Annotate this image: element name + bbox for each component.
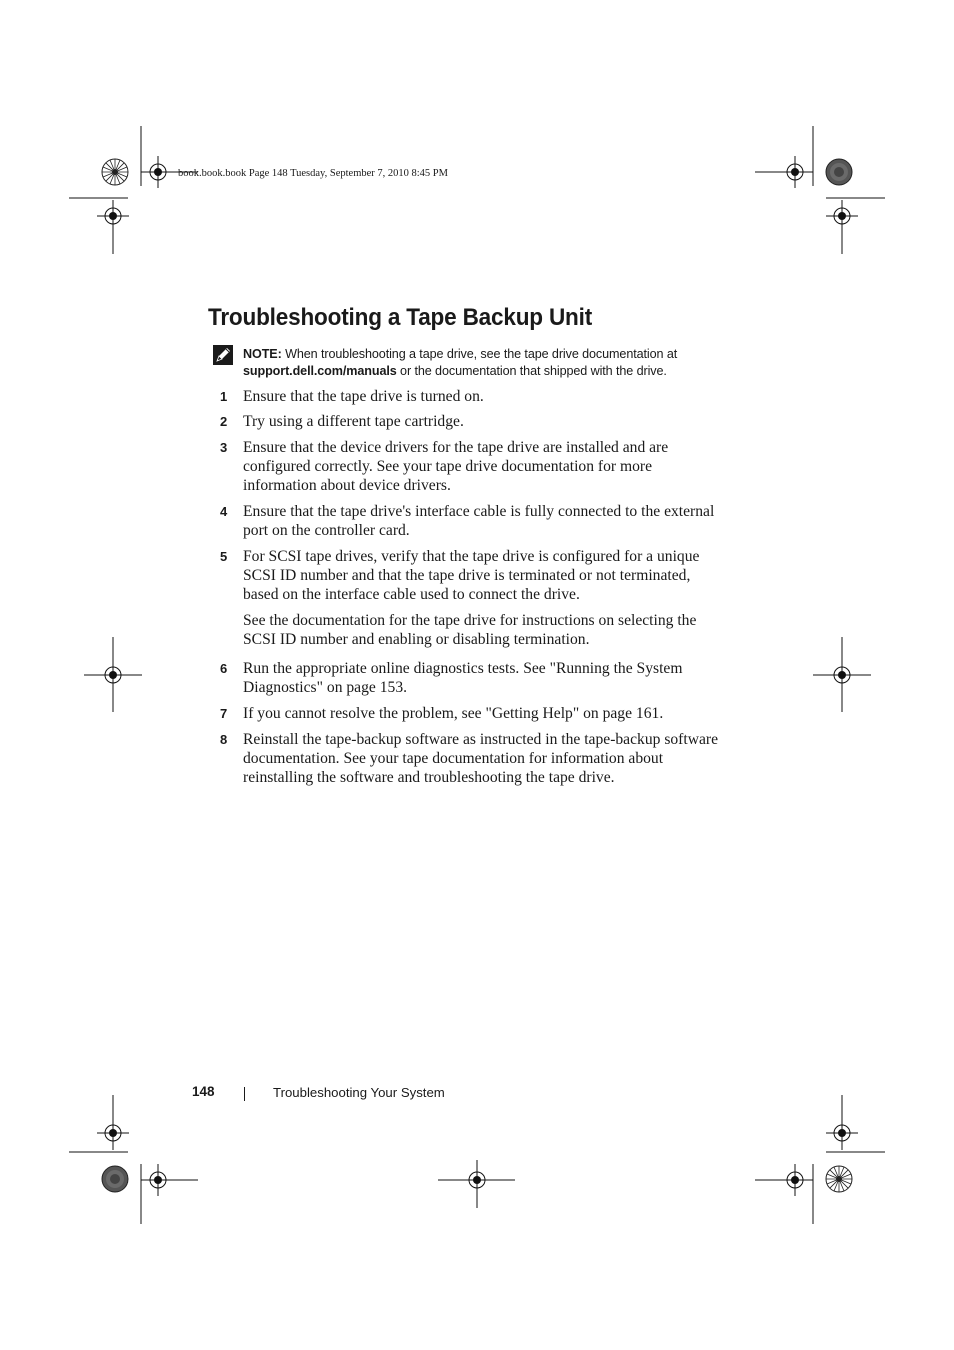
step-number: 6 bbox=[220, 661, 228, 676]
step-text: Run the appropriate online diagnostics tests. See "Running the System Diagnostics" on page 153. bbox=[243, 660, 683, 696]
step-text: For SCSI tape drives, verify that the tape drive is configured for a unique SCSI ID number and that the tape drive is terminated or not terminated, based on the interface cable used to connect the drive. bbox=[243, 548, 700, 603]
footer-divider bbox=[244, 1087, 245, 1101]
step-number: 3 bbox=[220, 440, 228, 455]
step-number: 7 bbox=[220, 706, 228, 721]
note-text-before: When troubleshooting a tape drive, see the tape drive documentation at bbox=[281, 347, 678, 361]
step-text: Try using a different tape cartridge. bbox=[243, 413, 464, 430]
step-text: Reinstall the tape-backup software as instructed in the tape-backup software documentation. See your tape documentation for information about reinstalling the software and troubleshooting the tape drive. bbox=[243, 731, 719, 786]
step-text: Ensure that the tape drive is turned on. bbox=[243, 388, 484, 405]
step-text: Ensure that the tape drive's interface cable is fully connected to the external port on the controller card. bbox=[243, 503, 715, 539]
step-number: 5 bbox=[220, 549, 228, 564]
pencil-note-icon bbox=[212, 344, 234, 366]
step-number: 4 bbox=[220, 504, 228, 519]
step-text: If you cannot resolve the problem, see "Getting Help" on page 161. bbox=[243, 705, 664, 722]
support-link[interactable]: support.dell.com/manuals bbox=[243, 364, 397, 378]
step-number: 8 bbox=[220, 732, 228, 747]
step-text: Ensure that the device drivers for the tape drive are installed and are configured correctly. See your tape drive documentation for more information about device drivers. bbox=[243, 439, 669, 494]
print-header-meta: book.book.book Page 148 Tuesday, September 7, 2010 8:45 PM bbox=[178, 168, 448, 179]
page-number: 148 bbox=[192, 1084, 215, 1099]
note-label: NOTE: bbox=[243, 347, 282, 361]
step-number: 1 bbox=[220, 389, 228, 404]
note-text-after: or the documentation that shipped with the drive. bbox=[396, 364, 667, 378]
note-callout bbox=[243, 346, 723, 380]
step-number: 2 bbox=[220, 414, 228, 429]
page-title: Troubleshooting a Tape Backup Unit bbox=[208, 304, 593, 331]
footer-section-title: Troubleshooting Your System bbox=[273, 1085, 445, 1100]
step-text: See the documentation for the tape drive for instructions on selecting the SCSI ID number and enabling or disabling termination. bbox=[243, 612, 697, 648]
